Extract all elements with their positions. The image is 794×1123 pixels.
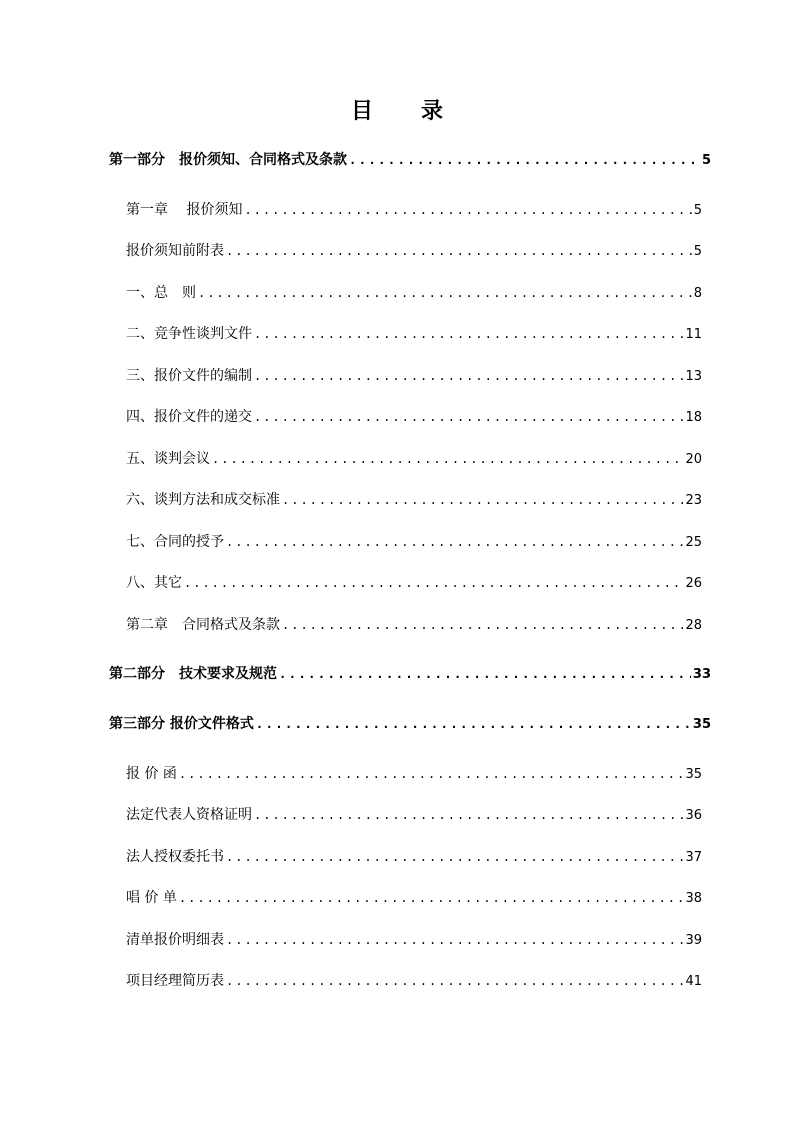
toc-entry-label: 唱 价 单 [126, 890, 177, 906]
dot-leader [349, 148, 700, 172]
dot-leader [212, 447, 683, 471]
toc-page-number: 26 [685, 576, 702, 591]
toc-entry-label: 六、谈判方法和成交标准 [126, 492, 280, 508]
toc-entry-label: 法人授权委托书 [126, 849, 224, 865]
toc-section-appendix-table[interactable] [126, 239, 702, 263]
toc-entry-label: 四、报价文件的递交 [126, 409, 252, 425]
toc-page-number: 41 [685, 974, 702, 989]
dot-leader [226, 969, 683, 993]
toc-page-number: 18 [685, 410, 702, 425]
toc-section-quote-letter[interactable] [126, 762, 702, 786]
toc-part-2[interactable] [109, 662, 711, 686]
toc-section-legal-rep-certificate[interactable] [126, 803, 702, 827]
dot-leader [254, 405, 683, 429]
toc-section-negotiation-meeting[interactable] [126, 447, 702, 471]
toc-page-number: 8 [693, 286, 702, 301]
toc-page-number: 28 [685, 618, 702, 633]
dot-leader [254, 803, 683, 827]
toc-section-contract-award[interactable] [126, 530, 702, 554]
toc-entry-label: 第二部分 技术要求及规范 [109, 666, 277, 682]
toc-section-other[interactable] [126, 571, 702, 595]
toc-entry-label: 清单报价明细表 [126, 932, 224, 948]
toc-page-number: 5 [693, 203, 702, 218]
dot-leader [226, 530, 683, 554]
toc-entry-label: 五、谈判会议 [126, 451, 210, 467]
toc-entry-label: 三、报价文件的编制 [126, 368, 252, 384]
toc-page-number: 5 [693, 244, 702, 259]
toc-entry-label: 报价须知前附表 [126, 243, 224, 259]
toc-page-number: 20 [685, 452, 702, 467]
toc-entry-label: 第一部分 报价须知、合同格式及条款 [109, 152, 347, 168]
toc-page-number: 36 [685, 808, 702, 823]
toc-page-number: 25 [685, 535, 702, 550]
dot-leader [254, 322, 683, 346]
toc-section-power-of-attorney[interactable] [126, 845, 702, 869]
toc-section-pm-resume[interactable] [126, 969, 702, 993]
toc-page-number: 23 [685, 493, 702, 508]
toc-entry-label: 八、其它 [126, 575, 182, 591]
toc-entry-label: 第三部分 报价文件格式 [109, 716, 254, 732]
toc-page-number: 35 [685, 767, 702, 782]
toc-section-quote-preparation[interactable] [126, 364, 702, 388]
toc-entry-label: 第一章 报价须知 [126, 202, 243, 218]
toc-section-quote-submission[interactable] [126, 405, 702, 429]
dot-leader [244, 198, 691, 222]
toc-page-number: 35 [692, 717, 711, 732]
toc-section-itemized-quote[interactable] [126, 928, 702, 952]
toc-entry-label: 二、竞争性谈判文件 [126, 326, 252, 342]
toc-page-number: 5 [701, 153, 711, 168]
toc-part-1[interactable] [109, 148, 711, 172]
toc-part-3[interactable] [109, 712, 711, 736]
dot-leader [279, 662, 691, 686]
toc-page-number: 38 [685, 891, 702, 906]
toc-section-general[interactable] [126, 281, 702, 305]
dot-leader [282, 488, 683, 512]
dot-leader [256, 712, 691, 736]
toc-entry-label: 项目经理简历表 [126, 973, 224, 989]
toc-chapter-1[interactable] [126, 198, 702, 222]
toc-section-price-sheet[interactable] [126, 886, 702, 910]
dot-leader [254, 364, 683, 388]
dot-leader [179, 886, 684, 910]
dot-leader [226, 845, 683, 869]
toc-page-number: 11 [685, 327, 702, 342]
toc-page-number: 13 [685, 369, 702, 384]
toc-entry-label: 报 价 函 [126, 766, 177, 782]
toc-entry-label: 法定代表人资格证明 [126, 807, 252, 823]
toc-title-char-2: 录 [421, 98, 444, 124]
toc-chapter-2[interactable] [126, 613, 702, 637]
toc-entry-label: 七、合同的授予 [126, 534, 224, 550]
toc-page-number: 37 [685, 850, 702, 865]
dot-leader [226, 239, 692, 263]
dot-leader [179, 762, 684, 786]
toc-page-number: 33 [692, 667, 711, 682]
toc-section-negotiation-method[interactable] [126, 488, 702, 512]
toc-section-negotiation-docs[interactable] [126, 322, 702, 346]
toc-entry-label: 一、总 则 [126, 285, 196, 301]
toc-title-char-1: 目 [350, 98, 373, 124]
toc-entry-label: 第二章 合同格式及条款 [126, 617, 280, 633]
dot-leader [198, 281, 692, 305]
dot-leader [226, 928, 683, 952]
dot-leader [184, 571, 683, 595]
toc-page-number: 39 [685, 933, 702, 948]
dot-leader [282, 613, 683, 637]
